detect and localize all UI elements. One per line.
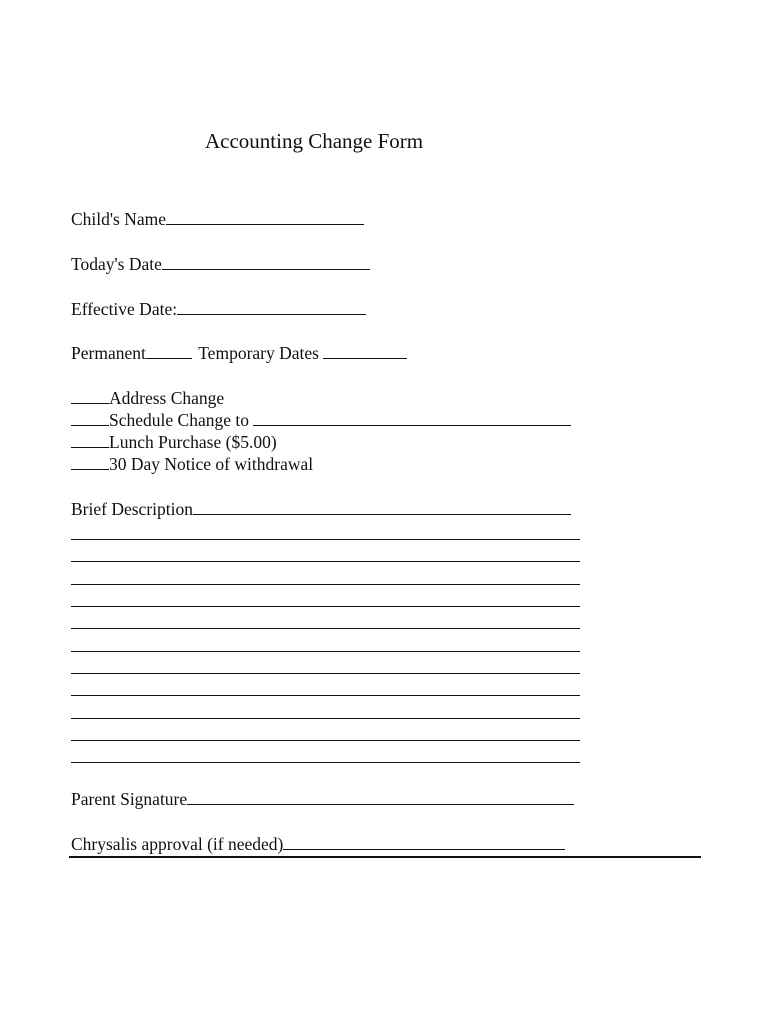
childs-name-label: Child's Name (71, 209, 167, 229)
permanent-label: Permanent (71, 343, 146, 363)
duration-row (71, 342, 407, 364)
option-lunch-purchase (71, 431, 277, 453)
parent-signature-field[interactable] (187, 789, 574, 805)
childs-name-field[interactable] (166, 209, 364, 225)
lunch-purchase-label: Lunch Purchase ($5.00) (109, 432, 277, 452)
notice-withdrawal-label: 30 Day Notice of withdrawal (109, 454, 314, 474)
option-address-change (71, 387, 224, 409)
todays-date-row (71, 253, 370, 275)
parent-signature-label: Parent Signature (71, 789, 188, 809)
temporary-dates-field[interactable] (323, 343, 407, 359)
effective-date-field[interactable] (177, 299, 366, 315)
form-title: Accounting Change Form (205, 129, 424, 153)
description-line[interactable] (71, 561, 580, 562)
permanent-field[interactable] (146, 343, 192, 359)
todays-date-label: Today's Date (71, 254, 162, 274)
lunch-purchase-checkbox[interactable] (71, 432, 109, 448)
option-schedule-change (71, 409, 571, 431)
schedule-change-label: Schedule Change to (109, 410, 249, 430)
chrysalis-approval-row (71, 833, 565, 855)
childs-name-row (71, 208, 364, 230)
schedule-change-field[interactable] (253, 410, 571, 426)
description-line[interactable] (71, 695, 580, 696)
description-line[interactable] (71, 762, 580, 763)
option-notice-withdrawal (71, 453, 313, 475)
notice-withdrawal-checkbox[interactable] (71, 454, 109, 470)
brief-description-row (71, 498, 571, 520)
description-line[interactable] (71, 740, 580, 741)
parent-signature-row (71, 788, 574, 810)
effective-date-label: Effective Date: (71, 299, 178, 319)
brief-description-field[interactable] (193, 499, 571, 515)
description-line[interactable] (71, 651, 580, 652)
description-line[interactable] (71, 718, 580, 719)
schedule-change-checkbox[interactable] (71, 410, 109, 426)
description-line[interactable] (71, 628, 580, 629)
bottom-rule (69, 856, 701, 858)
todays-date-field[interactable] (162, 254, 370, 270)
temporary-dates-label: Temporary Dates (198, 343, 319, 363)
address-change-label: Address Change (109, 388, 225, 408)
description-line[interactable] (71, 606, 580, 607)
description-line[interactable] (71, 584, 580, 585)
description-line[interactable] (71, 673, 580, 674)
address-change-checkbox[interactable] (71, 388, 109, 404)
chrysalis-approval-field[interactable] (283, 834, 565, 850)
effective-date-row (71, 298, 366, 320)
brief-description-label: Brief Description (71, 499, 193, 519)
description-line[interactable] (71, 539, 580, 540)
chrysalis-approval-label: Chrysalis approval (if needed) (71, 834, 284, 854)
